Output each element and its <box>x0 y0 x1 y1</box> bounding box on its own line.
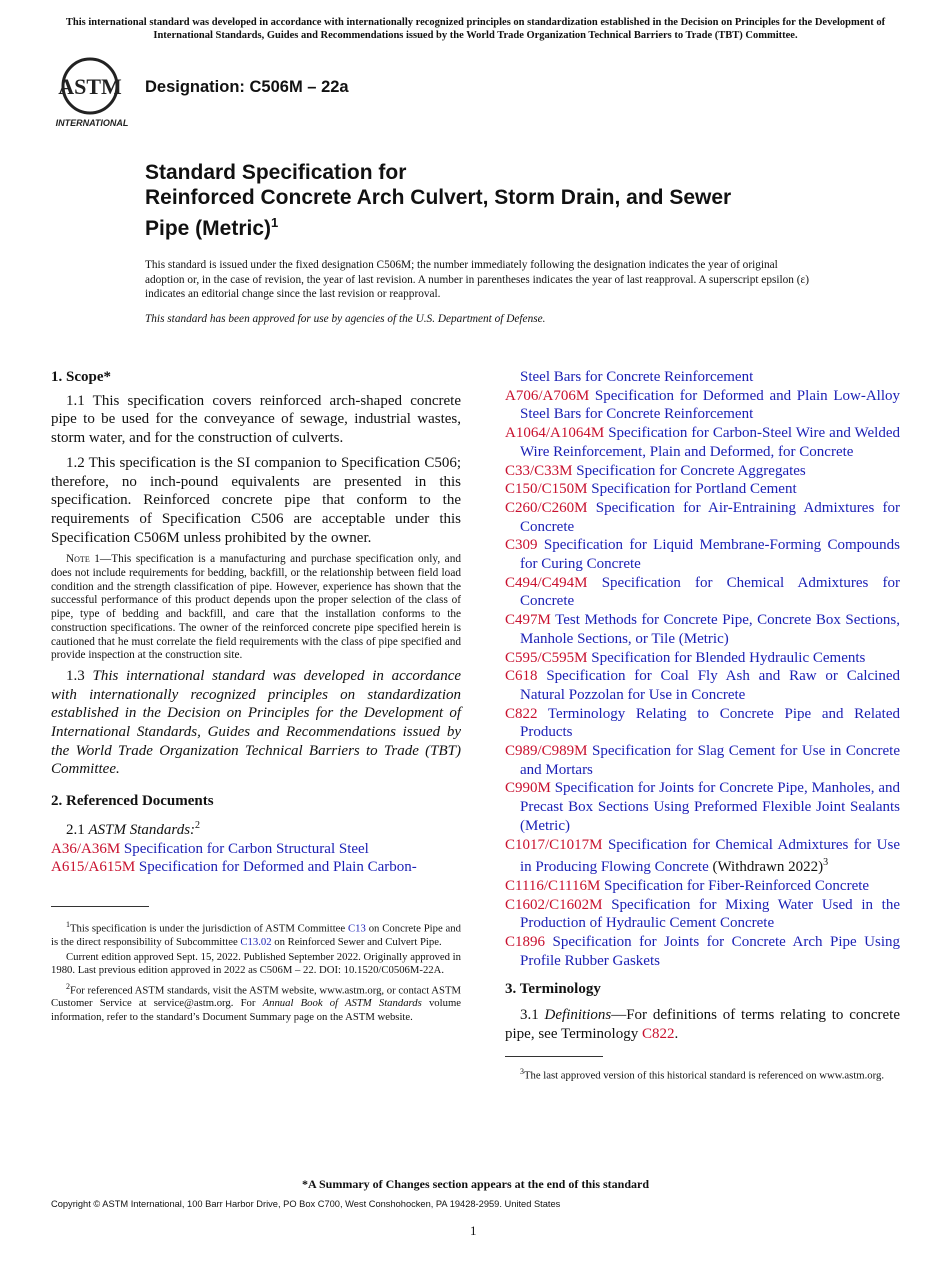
ref-code-link[interactable]: C990M <box>505 780 551 797</box>
ref-title-link[interactable]: Terminology Relating to Concrete Pipe and Related Products <box>520 705 900 741</box>
title-line-2: Reinforced Concrete Arch Culvert, Storm Drain, and Sewer <box>145 186 732 209</box>
ref-item[interactable] <box>505 779 900 835</box>
ref-item[interactable] <box>505 611 900 648</box>
ref-item[interactable] <box>505 933 900 970</box>
ref-code-link[interactable]: A615/A615M <box>51 859 136 876</box>
ref-code-link[interactable]: C1896 <box>505 934 546 951</box>
ref-code-link[interactable]: C989/C989M <box>505 743 588 760</box>
document-title <box>145 160 845 241</box>
astm-standards-label: 2.1 ASTM Standards:$^2$ <box>66 819 201 838</box>
ref-item[interactable] <box>505 499 900 536</box>
ref-title-link[interactable]: Specification for Concrete Aggregates <box>576 462 806 479</box>
scope-para-1-2: 1.2 This specification is the SI companion to Specification C506; therefore, no inch-pound equivalents are presented in this specification. Reinforced concrete pipe that conform to the requirements of Specification C506 are acceptable under this Specification C506M unless prohibited by the owner. <box>51 454 461 546</box>
ref-code-link[interactable]: C260/C260M <box>505 499 588 516</box>
subcommittee-link[interactable]: C13.02 <box>240 936 272 949</box>
footnotes-left <box>51 918 461 1024</box>
ref-code-link[interactable]: A1064/A1064M <box>505 425 605 442</box>
intro-paragraph: This standard is issued under the fixed designation C506M; the number immediately following the designation indicates the year of original adoption or, in the case of revision, the year of last revision. A number in parentheses indicates the year of last reapproval. A superscript epsilon (ε) indicates an editorial change since the last revision or reapproval. <box>145 259 810 300</box>
designation <box>145 78 349 97</box>
footnote-1: $^1$This specification is under the jurisdiction of ASTM Committee C13 on Concrete Pipe and is the direct responsibility of Subcommittee C13.02 on Reinforced Sewer and Culvert Pipe. <box>51 920 461 949</box>
footnote-3: $^3$The last approved version of this historical standard is referenced on www.astm.org. <box>520 1066 885 1082</box>
ref-item[interactable] <box>505 896 900 933</box>
scope-para-1-3-text: This international standard was developed in accordance with internationally recognized principles on standardization established in the Decision on Principles for the Development of International Standards, Guides and Recommendations issued by the World Trade Organization Technical Barriers to Trade (TBT) Committee. <box>51 667 462 778</box>
note-text: —This specification is a manufacturing and purchase specification only, and does not include requirements for bedding, backfill, or the relationship between field load condition and the strength classification of pipe. However, experience has shown that the successful performance of this product depends upon the proper selection of the class of pipe, type of bedding and backfill, and care that the installation conforms to the construction specifications. The owner of the reinforced concrete pipe specified herein is cautioned that he must correlate the field requirements with the class of pipe specified and provide inspection at the construction site. <box>51 553 461 662</box>
svg-text:ASTM: ASTM <box>58 74 122 99</box>
ref-item[interactable] <box>505 574 900 611</box>
ref-title-link[interactable]: Specification for Chemical Admixtures for Use in Producing Flowing Concrete <box>520 836 900 876</box>
ref-title-link[interactable]: Steel Bars for Concrete Reinforcement <box>520 369 754 385</box>
ref-title-link[interactable]: Specification for Coal Fly Ash and Raw or Calcined Natural Pozzolan for Use in Concrete <box>520 668 901 703</box>
scope-para-1-3: 1.3 This international standard was developed in accordance with internationally recognized principles on standardization established in the Decision on Principles for the Development of International Standards, Guides and Recommendations issued by the World Trade Organization Technical Barriers to Trade (TBT) Committee. <box>51 667 462 778</box>
ref-code-link[interactable]: A706/A706M <box>505 387 590 404</box>
committee-link[interactable]: C13 <box>348 922 366 935</box>
terminology-para-3-1: 3.1 Definitions—For definitions of terms relating to concrete pipe, see Terminology C822. <box>505 1007 901 1042</box>
ref-item[interactable] <box>505 877 900 896</box>
ref-title-link[interactable]: Specification for Deformed and Plain Carbon- <box>138 859 417 876</box>
ref-code-link[interactable]: C309 <box>505 537 538 554</box>
note-label: Note 1 <box>66 553 100 566</box>
ref-code-link[interactable]: C494/C494M <box>505 574 588 591</box>
top-notice: This international standard was developed in accordance with internationally recognized principles on standardization established in the Decision on Principles for the Development of International Standards, Guides and Recommendations issued by the World Trade Organization Technical Barriers to Trade (TBT) Committee. <box>65 17 886 41</box>
ref-code-link[interactable]: C1017/C1017M <box>505 836 603 853</box>
ref-code-link[interactable]: C822 <box>505 705 538 722</box>
ref-item[interactable] <box>505 649 900 668</box>
referenced-heading: 2. Referenced Documents <box>51 793 214 810</box>
title-line-1: Standard Specification for <box>145 161 407 184</box>
title-footnote-mark: 1 <box>271 215 279 230</box>
ref-title-link[interactable]: Specification for Liquid Membrane-Forming Compounds for Curing Concrete <box>520 537 900 573</box>
ref-title-link[interactable]: Specification for Joints for Concrete Pipe, Manholes, and Precast Box Sections Using Preformed Flexible Joint Sealants (Metric) <box>520 780 900 834</box>
designation-sep: – <box>302 78 322 96</box>
ref-item[interactable] <box>505 667 900 704</box>
ref-title-link[interactable]: Specification for Portland Cement <box>591 481 797 498</box>
ref-title-link[interactable]: Specification for Air-Entraining Admixtures for Concrete <box>520 499 901 535</box>
ref-item[interactable] <box>505 424 900 461</box>
terminology-heading: 3. Terminology <box>505 980 601 997</box>
ref-title-link[interactable]: Specification for Mixing Water Used in the Production of Hydraulic Cement Concrete <box>520 896 900 932</box>
left-column <box>51 368 461 1024</box>
ref-item[interactable] <box>505 462 900 481</box>
right-column <box>505 368 900 1082</box>
ref-code-link[interactable]: C1602/C1602M <box>505 896 603 913</box>
ref-title-link[interactable]: Specification for Blended Hydraulic Cements <box>591 649 866 666</box>
ref-item[interactable] <box>505 742 900 779</box>
ref-item[interactable] <box>505 705 900 742</box>
svg-text:INTERNATIONAL: INTERNATIONAL <box>55 118 129 128</box>
ref-code-link[interactable]: C33/C33M <box>505 462 573 479</box>
ref-code-link[interactable]: C595/C595M <box>505 649 588 666</box>
ref-title-link[interactable]: Specification for Carbon Structural Steel <box>123 840 369 857</box>
ref-title-link[interactable]: Specification for Carbon-Steel Wire and Welded Wire Reinforcement, Plain and Deformed, for Concrete <box>520 425 901 460</box>
footnote-rule <box>51 906 149 907</box>
dod-statement: This standard has been approved for use by agencies of the U.S. Department of Defense. <box>145 313 546 325</box>
designation-label: Designation: C506M <box>145 78 303 96</box>
ref-code-link[interactable]: A36/A36M <box>51 840 121 857</box>
scope-heading: 1. Scope* <box>51 369 111 385</box>
ref-title-link[interactable]: Specification for Deformed and Plain Low-Alloy Steel Bars for Concrete Reinforcement <box>520 387 901 423</box>
ref-code-link[interactable]: C1116/C1116M <box>505 877 601 894</box>
ref-item[interactable]: C1017/C1017M Specification for Chemical Admixtures for Use in Producing Flowing Concrete (Withdrawn 2022)$^3$ <box>505 836 900 876</box>
note-1 <box>51 553 461 663</box>
footnote-rule <box>505 1056 603 1057</box>
withdrawn-note: (Withdrawn 2022) <box>708 859 824 876</box>
ref-item-continued[interactable] <box>505 368 900 387</box>
footnote-1-edition: Current edition approved Sept. 15, 2022. Published September 2022. Originally approved in 1980. Last previous edition approved in 2022 as C506M – 22. DOI: 10.1520/C0506M-22A. <box>51 951 461 977</box>
ref-title-link[interactable]: Specification for Joints for Concrete Arch Pipe Using Profile Rubber Gaskets <box>520 934 901 969</box>
ref-title-link[interactable]: Specification for Slag Cement for Use in Concrete and Mortars <box>520 743 901 778</box>
ref-code-link[interactable]: C150/C150M <box>505 481 588 498</box>
astm-logo-icon <box>52 56 134 132</box>
ref-title-link[interactable]: Test Methods for Concrete Pipe, Concrete Box Sections, Manhole Sections, or Tile (Metric) <box>520 612 900 647</box>
ref-code-link[interactable]: C618 <box>505 668 538 685</box>
copyright: Copyright © ASTM International, 100 Barr Harbor Drive, PO Box C700, West Conshohocken, PA 19428-2959. United States <box>51 1199 561 1209</box>
terminology-link[interactable]: C822 <box>641 1025 675 1042</box>
astm-logo <box>52 56 134 132</box>
ref-item[interactable] <box>505 536 900 573</box>
summary-of-changes-note: *A Summary of Changes section appears at the end of this standard <box>301 1177 650 1191</box>
footnote-2: $^2$For referenced ASTM standards, visit the ASTM website, www.astm.org, or contact ASTM Customer Service at service@astm.org. For Annual Book of ASTM Standards volume information, refer to the standard’s Document Summary page on the ASTM website. <box>51 981 462 1023</box>
page-number: 1 <box>470 1223 477 1238</box>
scope-para-1-1: 1.1 This specification covers reinforced arch-shaped concrete pipe to be used for the conveyance of sewage, industrial wastes, storm water, and for the construction of culverts. <box>51 392 461 447</box>
ref-item[interactable] <box>51 840 461 859</box>
ref-item[interactable] <box>51 858 461 877</box>
ref-item[interactable] <box>505 387 900 424</box>
ref-item[interactable] <box>505 480 900 499</box>
title-line-3: Pipe (Metric)$^1$ <box>145 215 279 240</box>
ref-code-link[interactable]: C497M <box>505 612 551 629</box>
ref-title-link[interactable]: Specification for Fiber-Reinforced Concrete <box>604 877 870 894</box>
designation-year: 22a <box>321 78 349 96</box>
ref-title-link[interactable]: Specification for Chemical Admixtures for Concrete <box>520 574 900 610</box>
